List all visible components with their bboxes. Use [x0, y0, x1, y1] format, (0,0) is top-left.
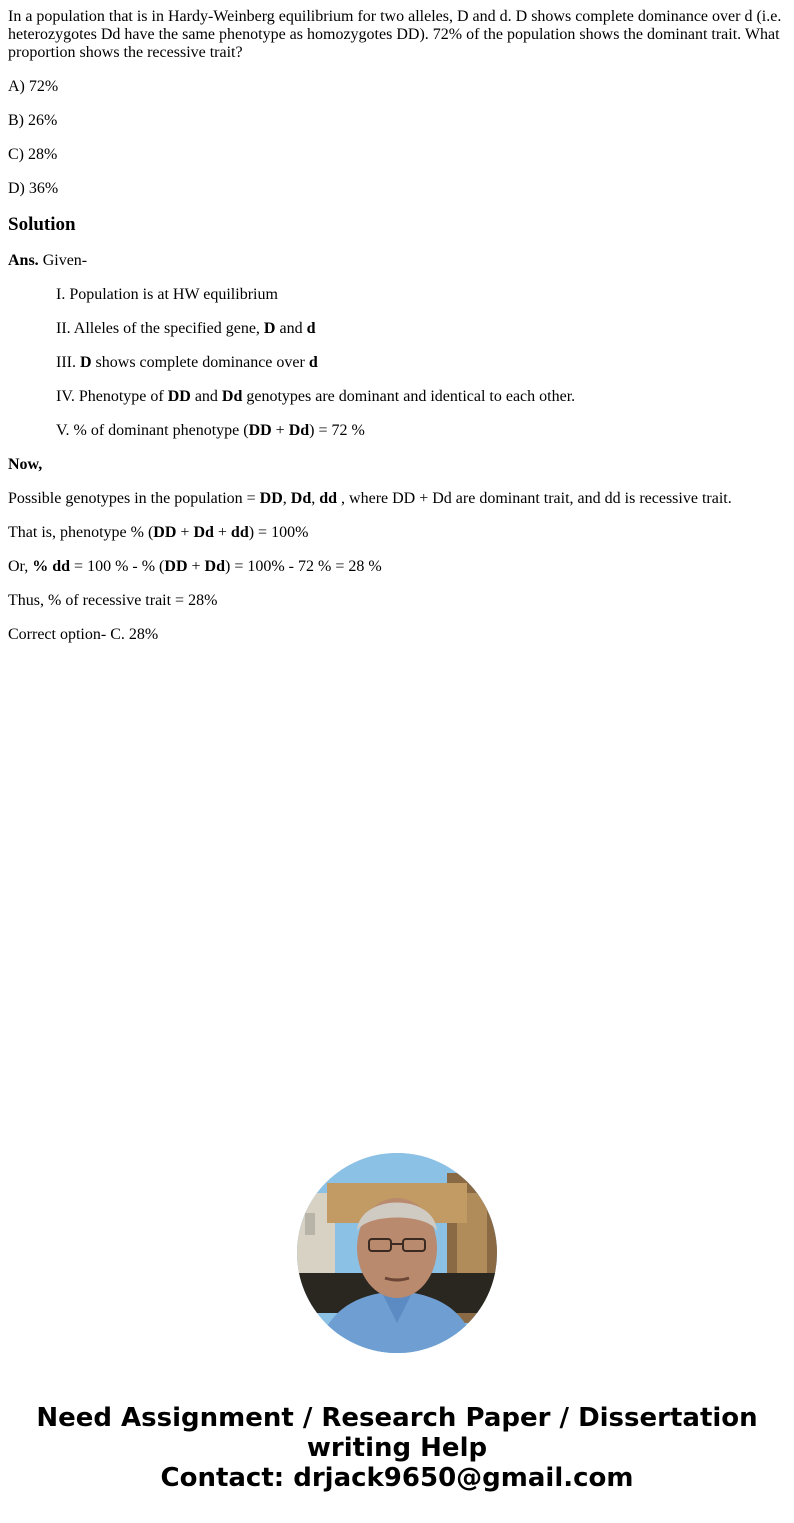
sep: , — [282, 490, 291, 507]
genotype-dd-hetero: Dd — [290, 490, 312, 507]
footer-line-2: writing Help — [306, 1433, 488, 1463]
genotypes-suffix: , where DD + Dd are dominant trait, and dd is recessive trait. — [337, 490, 732, 507]
given-v-suffix: ) = 72 % — [309, 422, 365, 439]
ans-text: Given- — [38, 252, 88, 269]
given-ii-text: II. Alleles of the specified gene, — [56, 320, 264, 337]
genotype-dd-hetero: Dd — [221, 388, 243, 405]
now-label — [8, 456, 786, 474]
question-text: In a population that is in Hardy-Weinberg equilibrium for two alleles, D and d. D shows complete dominance over d (i.e. heterozygotes Dd have the same phenotype as homozygotes DD). 72% of the population shows the dominant trait. What proportion shows the recessive trait? — [8, 8, 782, 61]
given-v-plus: + — [271, 422, 289, 439]
given-iv-and: and — [190, 388, 222, 405]
percent-dd: % dd — [32, 558, 71, 575]
given-iii-num: III. — [56, 354, 80, 371]
footer-line-1: Need Assignment / Research Paper / Dissertation — [36, 1403, 758, 1433]
dominant-allele: D — [79, 354, 92, 371]
genotype-dd-lower: dd — [230, 524, 249, 541]
footer-promo — [0, 1403, 794, 1493]
phenotype-suffix: ) = 100% — [248, 524, 309, 541]
option-c: C) 28% — [8, 146, 58, 163]
given-iv-text: IV. Phenotype of — [56, 388, 168, 405]
genotype-dd-upper: DD — [164, 558, 188, 575]
given-i: I. Population is at HW equilibrium — [56, 286, 278, 303]
thus-line: Thus, % of recessive trait = 28% — [8, 592, 218, 609]
given-v — [8, 422, 786, 440]
author-photo — [297, 1153, 497, 1353]
allele-d-lower: d — [306, 320, 316, 337]
genotype-dd-hetero: Dd — [193, 524, 214, 541]
genotype-dd-hetero: Dd — [288, 422, 310, 439]
calc-prefix: Or, — [8, 558, 33, 575]
solution-heading: Solution — [8, 214, 76, 235]
plus: + — [213, 524, 231, 541]
given-v-text: V. % of dominant phenotype ( — [56, 422, 249, 439]
allele-d-upper: D — [263, 320, 276, 337]
calc-mid: = 100 % - % ( — [70, 558, 165, 575]
ans-label: Ans. — [8, 252, 39, 269]
calc-line — [8, 558, 786, 576]
plus: + — [176, 524, 194, 541]
genotype-dd-lower: dd — [319, 490, 338, 507]
genotype-dd-upper: DD — [153, 524, 177, 541]
option-a: A) 72% — [8, 78, 59, 95]
correct-option: Correct option- C. 28% — [8, 626, 159, 643]
given-ii-and: and — [275, 320, 307, 337]
given-iii — [8, 354, 786, 372]
phenotype-line — [8, 524, 786, 542]
genotype-dd-upper: DD — [248, 422, 272, 439]
genotype-dd-upper: DD — [259, 490, 283, 507]
phenotype-prefix: That is, phenotype % ( — [8, 524, 154, 541]
plus: + — [187, 558, 205, 575]
sep: , — [311, 490, 320, 507]
given-iv-suffix: genotypes are dominant and identical to each other. — [242, 388, 576, 405]
genotype-dd-upper: DD — [167, 388, 191, 405]
genotypes-prefix: Possible genotypes in the population = — [8, 490, 260, 507]
document-body — [8, 8, 786, 660]
recessive-allele: d — [308, 354, 318, 371]
given-ii — [8, 320, 786, 338]
option-b: B) 26% — [8, 112, 58, 129]
footer-contact: Contact: drjack9650@gmail.com — [160, 1463, 634, 1493]
calc-suffix: ) = 100% - 72 % = 28 % — [224, 558, 382, 575]
genotype-dd-hetero: Dd — [204, 558, 225, 575]
option-d: D) 36% — [8, 180, 59, 197]
now-text: Now, — [8, 456, 43, 473]
given-iv — [8, 388, 786, 406]
given-iii-text: shows complete dominance over — [91, 354, 309, 371]
author-portrait-image — [297, 1153, 497, 1353]
answer-intro — [8, 252, 786, 270]
genotypes-line — [8, 490, 786, 508]
